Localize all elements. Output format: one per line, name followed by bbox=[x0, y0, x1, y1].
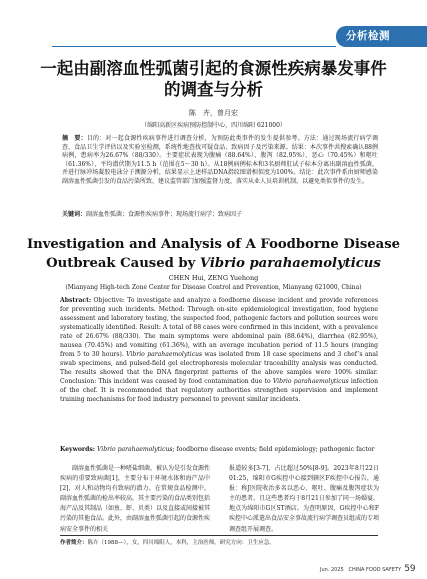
english-abstract-species-1: Vibrio parahaemolyticus bbox=[126, 351, 203, 358]
chinese-title: 一起由副溶血性弧菌引起的食源性疾病暴发事件的调查与分析 bbox=[40, 59, 387, 99]
english-abstract-part-1: Objective: To investigate and analyze a foodborne disease incident and provide references for preventing such incidents. Method: Through on-site epidemiological investigation, food hygiene assessment and laboratory testing, the suspected food, pathogenic factors and pollution sources were systematically identified. Result: A total of 88 cases were confirmed in this incident, with a prevalence rate of 26.67% (88/330). The main symptoms were abdominal pain (88.64%), diarrhea (82.95%), nausea (70.45%) and vomiting (61.36%), with an average incubation period of 11.5 hours (ranging from 5 to 30 hours). bbox=[60, 297, 378, 358]
english-keywords-species: Vibrio parahaemolyticus bbox=[96, 446, 173, 453]
chinese-affiliation: （绵阳高新区疾病预防控制中心，四川绵阳 621000） bbox=[141, 122, 286, 129]
chinese-abstract-text: 目的：对一起食源性疾病事件进行调查分析，为预防此类事件的发生提供参考。方法：通过现场流行病学调查、食品卫生学评估以及实验室检测，系统性地查找可疑食品、致病因子及污染来源。结果：本次事件共搜索确认88例病例，患病率为26.67%（88/330）。主要症状表现为腹痛（88.64%）、腹泻（82.95%）、恶心（70.45%）和呕吐（61.36%），平均潜伏期为11.5 h（范围在5～30 h）。从18例病例标本和3名厨师肛试子标本分离出副溶血性弧菌，并进行脉冲场凝胶电泳分子溯源分析，结果显示上述样品DNA指纹图谱相似度为100%。结论：此次事件系由厨师感染副溶血性弧菌引发的食品污染所致，建议监管部门加强监督力度，落实从业人员培训机制，以避免类似事件的发生。 bbox=[62, 135, 378, 185]
english-title-text: Investigation and Analysis of A Foodborne Disease Outbreak Caused by bbox=[26, 237, 401, 271]
footnote-label: 作者简介： bbox=[60, 540, 88, 546]
body-column-left: 副溶血性弧菌是一种嗜盐细菌，被认为是引发食源性疾病的重要致病菌[1]，主要分布于环境水体和海产品中[2]，对人和动物均有致病的潜力。在常规食品检测中，副溶血性弧菌的检出率较高，其主要污染的食品类别包括海产品及其制品（如鱼、虾、贝类）以及直接或间接被其污染的其他食品。此外，由副溶血性弧菌引起的食源性疾病安全事件的相关 bbox=[60, 465, 211, 533]
english-abstract bbox=[60, 296, 378, 404]
author-footnote bbox=[60, 539, 378, 547]
chinese-abstract-label: 摘 要： bbox=[62, 135, 87, 142]
chinese-keywords-text: 副溶血性弧菌；食源性疾病事件；现场流行病学；致病因子 bbox=[86, 211, 243, 218]
body-column-right: 报道较多[3-7]，占比超过50%[8-9]。2023年8月22日01:25，绵阳市G疾控中心接到辖区F疾控中心报告，通报：称J医院收治多名以恶心、呕吐、腹痛及腹泻症状为主的患者，且这些患者均于8月21日参加了同一场婚宴，地点为绵阳市G区ST酒店。为查明原因，G疾控中心和F疾控中心派遣出食品安全事故流行病学调查员组成的专项调查组开展调查。 bbox=[229, 465, 380, 533]
chinese-authors: 陈 卉，曾月宏 bbox=[189, 109, 238, 117]
english-keywords-label: Keywords: bbox=[60, 446, 96, 453]
english-abstract-species-2: Vibrio parahaemolyticus bbox=[272, 378, 349, 385]
english-affiliation: (Mianyang High-tech Zone Center for Disease Control and Prevention, Mianyang 621000, China) bbox=[65, 284, 362, 291]
header-rule bbox=[52, 46, 336, 47]
chinese-abstract bbox=[62, 135, 378, 187]
english-abstract-part-2: was isolated from 18 case specimens and 3 chef’s anal swab specimens, and pulsed-field gel electrophoresis molecular traceability analysis was conducted. The results showed that the DNA fingerprint patterns of the above samples were 100% similar. Conclusion: This incident was caused by food contamination due to bbox=[60, 351, 378, 385]
english-title bbox=[20, 235, 407, 273]
folio-date: Jun. 2025 bbox=[320, 567, 344, 573]
english-title-species: Vibrio parahaemolyticus bbox=[199, 256, 381, 271]
folio-journal: CHINA FOOD SAFETY bbox=[348, 567, 401, 573]
footnote-text: 陈卉（1988—），女，四川绵阳人，本科，主治医师。研究方向：卫生应急。 bbox=[87, 540, 275, 546]
english-keywords bbox=[60, 445, 378, 454]
english-abstract-label: Abstract: bbox=[60, 297, 92, 304]
english-keywords-text: ; foodborne disease events; field epidemiology; pathogenic factor bbox=[172, 446, 375, 453]
english-abstract-part-3: infection of the chef. It is recommended that regulatory authorities strengthen supervision and implement training mechanisms for food industry personnel to prevent similar incidents. bbox=[60, 378, 379, 403]
section-label: 分析检测 bbox=[346, 30, 390, 42]
footnote-rule bbox=[60, 535, 378, 536]
page-folio bbox=[320, 565, 416, 574]
chinese-keywords bbox=[62, 211, 378, 220]
page-number: 59 bbox=[404, 564, 416, 574]
chinese-keywords-label: 关键词： bbox=[62, 211, 87, 218]
english-authors: CHEN Hui, ZENG Yuehong bbox=[168, 274, 259, 282]
